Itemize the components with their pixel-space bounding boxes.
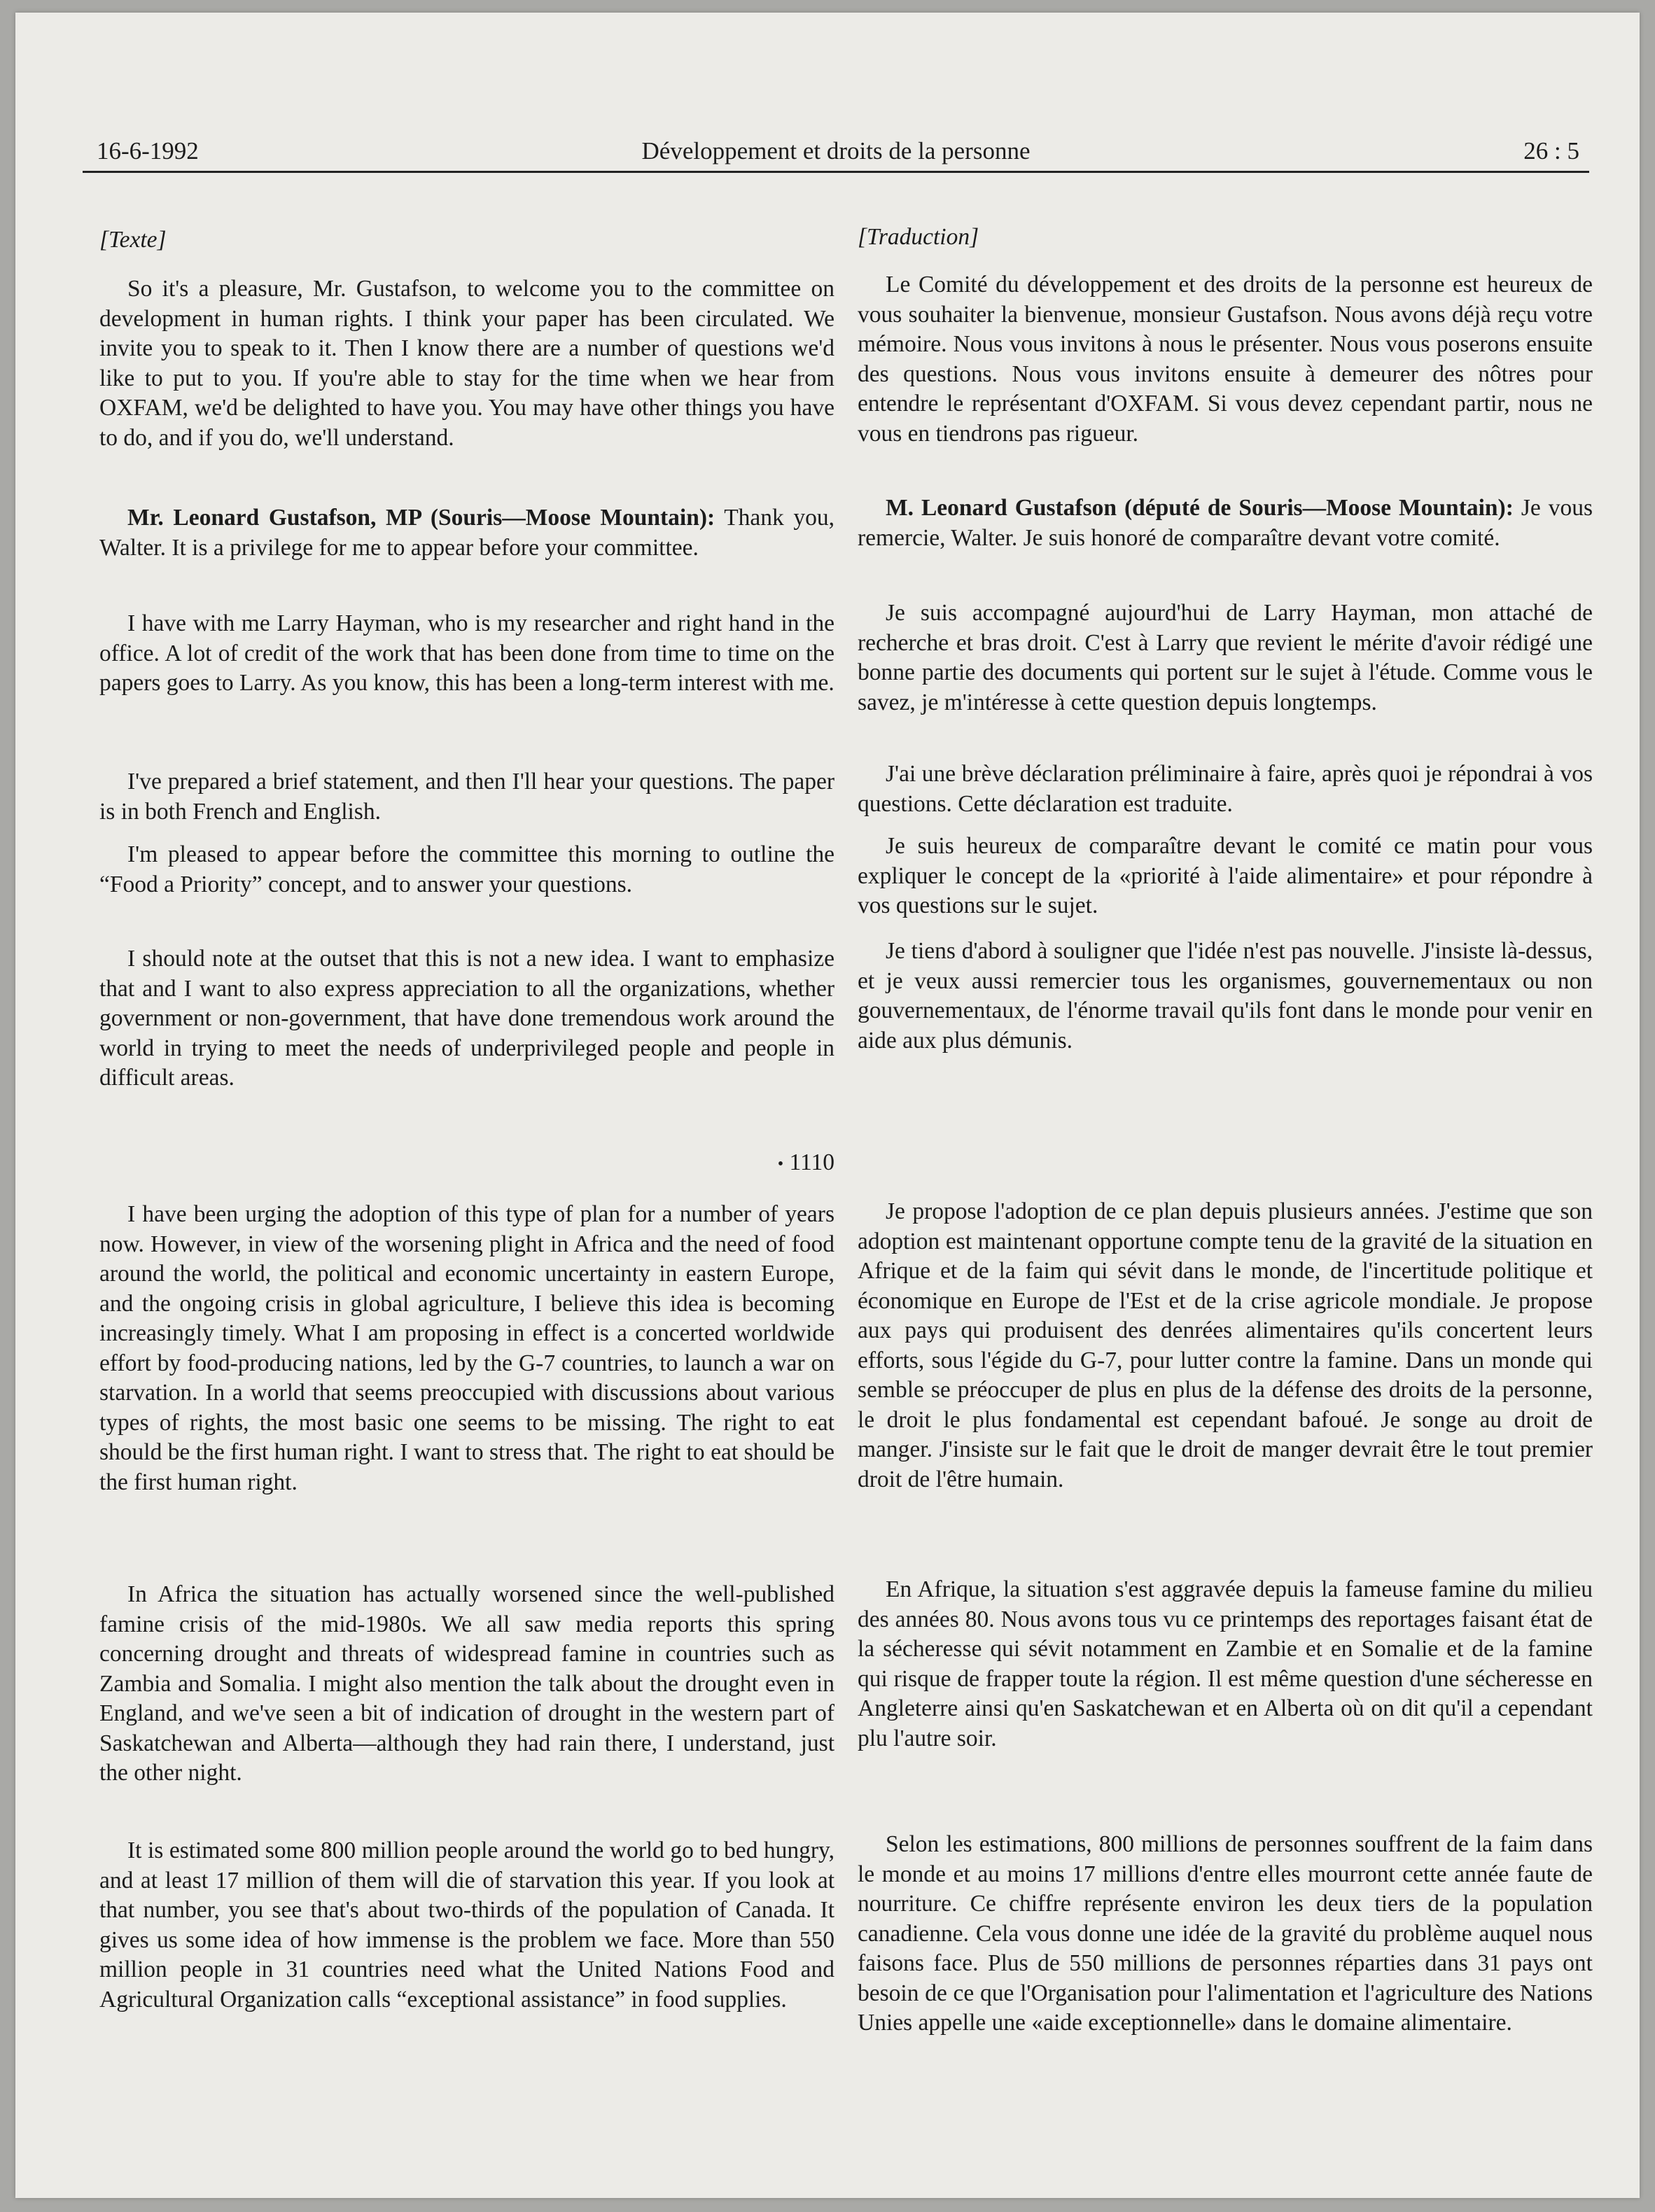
english-paragraph: It is estimated some 800 million people around the world go to bed hungry, and at least 17 million of them will die of starvation this year. If you look at that number, you see that's about two-thirds of the population of Canada. It gives us some idea of how immense is the problem we face. More than 550 million people in 31 countries need what the United Nations Food and Agricultural Organization calls “exceptional assistance” in food supplies. <box>99 1837 835 2012</box>
english-paragraph: I'm pleased to appear before the committee this morning to outline the “Food a Priority” concept, and to answer your questions. <box>99 841 835 897</box>
french-paragraph: Je suis heureux de comparaître devant le comité ce matin pour vous expliquer le concept de la «priorité à l'aide alimentaire» et pour répondre à vos questions sur le sujet. <box>858 833 1593 918</box>
english-paragraph: Mr. Leonard Gustafson, MP (Souris—Moose Mountain): Thank you, Walter. It is a privilege for me to appear before your committee. <box>99 505 835 561</box>
english-paragraph: I should note at the outset that this is not a new idea. I want to emphasize that and I want to also express appreciation to all the organizations, whether government or non-government, that have done tremendous work around the world in trying to meet the needs of underprivileged people and people in difficult areas. <box>99 946 835 1091</box>
english-paragraph: I've prepared a brief statement, and then I'll hear your questions. The paper is in both French and English. <box>99 769 835 825</box>
running-header <box>83 132 1589 173</box>
english-paragraph: In Africa the situation has actually worsened since the well-published famine crisis of the mid-1980s. We all saw media reports this spring concerning drought and threats of widespread famine in countries such as Zambia and Somalia. I might also mention the talk about the drought even in England, and we've seen a bit of indication of drought in the western part of Saskatchewan and Alberta—although they had rain there, I understand, just the other night. <box>99 1581 835 1786</box>
header-page-number: 26 : 5 <box>1523 137 1579 164</box>
english-paragraph: I have with me Larry Hayman, who is my researcher and right hand in the office. A lot of credit of the work that has been done from time to time on the papers goes to Larry. As you know, this has been a long-term interest with me. <box>99 610 835 696</box>
french-paragraph: En Afrique, la situation s'est aggravée depuis la fameuse famine du milieu des années 80. Nous avons tous vu ce printemps des reportages faisant état de la sécheresse qui sévit notamment en Zambie et en Somalie et de la famine qui risque de frapper toute la région. Il est même question d'une sécheresse en Angleterre ainsi qu'en Saskatchewan et en Alberta où on dit qu'il a cependant plu l'autre soir. <box>858 1576 1593 1751</box>
english-paragraph: So it's a pleasure, Mr. Gustafson, to welcome you to the committee on development in human rights. I think your paper has been circulated. We invite you to speak to it. Then I know there are a number of questions we'd like to put to you. If you're able to stay for the time when we hear from OXFAM, we'd be delighted to have you. You may have other things you have to do, and if you do, we'll understand. <box>99 276 835 451</box>
english-paragraph: I have been urging the adoption of this type of plan for a number of years now. However, in view of the worsening plight in Africa and the need of food around the world, the political and economic uncertainty in eastern Europe, and the ongoing crisis in global agriculture, I believe this idea is becoming increasingly timely. What I am proposing in effect is a concerted worldwide effort by food-producing nations, led by the G-7 countries, to launch a war on starvation. In a world that seems preoccupied with discussions about various types of rights, the most basic one seems to be missing. The right to eat should be the first human right. I want to stress that. The right to eat should be the first human right. <box>99 1201 835 1495</box>
french-paragraph: Je propose l'adoption de ce plan depuis plusieurs années. J'estime que son adoption est maintenant opportune compte tenu de la gravité de la situation en Afrique et de la faim qui sévit dans le monde, de l'incertitude politique et économique en Europe de l'Est et de la crise agricole mondiale. Je propose aux pays qui produisent des denrées alimentaires qu'ils concertent leurs efforts, sous l'égide du G-7, pour lutter contre la famine. Dans un monde qui semble se préoccuper de plus en plus de la défense des droits de la personne, le droit le plus fondamental est cependant bafoué. Je songe au droit de manger. J'insiste sur le fait que le droit de manger devrait être le tout premier droit de l'être humain. <box>858 1198 1593 1492</box>
french-paragraph: M. Leonard Gustafson (député de Souris—Moose Mountain): Je vous remercie, Walter. Je suis honoré de comparaître devant votre comité. <box>858 495 1593 551</box>
speaker-name: M. Leonard Gustafson (député de Souris—Moose Mountain): <box>886 495 1514 521</box>
header-date: 16-6-1992 <box>97 137 199 164</box>
french-language-label: [Traduction] <box>858 224 979 250</box>
french-paragraph: Je tiens d'abord à souligner que l'idée n'est pas nouvelle. J'insiste là-dessus, et je veux aussi remercier tous les organismes, gouvernementaux ou non gouvernementaux, de l'énorme travail qu'ils font dans le monde pour venir en aide aux plus démunis. <box>858 938 1593 1054</box>
bullet-icon: • <box>777 1155 784 1174</box>
header-title: Développement et droits de la personne <box>641 137 1031 164</box>
french-paragraph: Je suis accompagné aujourd'hui de Larry Hayman, mon attaché de recherche et bras droit. C'est à Larry que revient le mérite d'avoir rédigé une bonne partie des documents qui portent sur le sujet à l'étude. Comme vous le savez, je m'intéresse à cette question depuis longtemps. <box>858 600 1593 715</box>
french-paragraph: Le Comité du développement et des droits de la personne est heureux de vous souhaiter la bienvenue, monsieur Gustafson. Nous avons déjà reçu votre mémoire. Nous vous invitons à nous le présenter. Nous vous poserons ensuite des questions. Nous vous invitons ensuite à demeurer des nôtres pour entendre le représentant d'OXFAM. Si vous devez cependant partir, nous ne vous en tiendrons pas rigueur. <box>858 272 1593 447</box>
french-language-label-wrap <box>858 223 1593 253</box>
speaker-name: Mr. Leonard Gustafson, MP (Souris—Moose Mountain): <box>127 505 715 531</box>
time-marker: • 1110 <box>777 1149 835 1175</box>
french-paragraph: Selon les estimations, 800 millions de personnes souffrent de la faim dans le monde et au moins 17 millions d'entre elles mourront cette année faute de nourriture. Ce chiffre représente environ les deux tiers de la population canadienne. Cela vous donne une idée de la gravité du problème auquel nous faisons face. Plus de 550 millions de personnes réparties dans 31 pays ont besoin de ce que l'Organisation pour l'alimentation et l'agriculture des Nations Unies appelle une «aide exceptionnelle» dans le domaine alimentaire. <box>858 1831 1593 2036</box>
french-paragraph: J'ai une brève déclaration préliminaire à faire, après quoi je répondrai à vos questions. Cette déclaration est traduite. <box>858 761 1593 817</box>
english-language-label: [Texte] <box>99 227 167 253</box>
